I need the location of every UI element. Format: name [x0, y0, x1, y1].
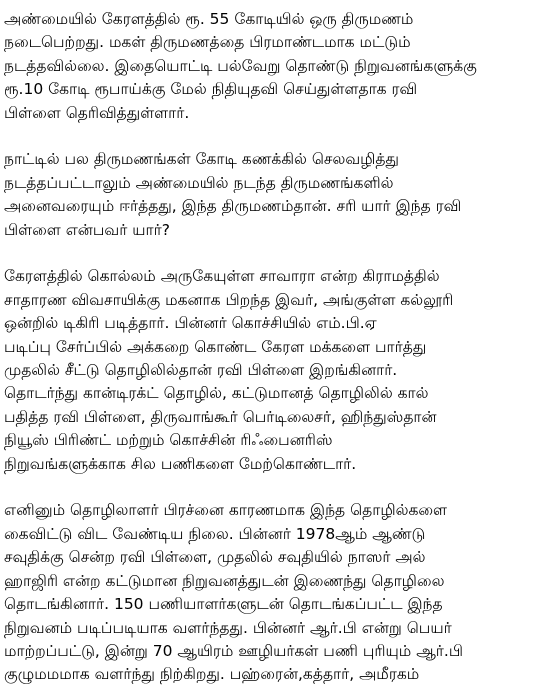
- text-line: அனைவரையும் ஈர்த்தது, இந்த திருமணம்தான். சரி யார் இந்த ரவி: [4, 197, 462, 216]
- text-line: சாதாரண விவசாயிக்கு மகனாக பிறந்த இவர், அங்குள்ள கல்லூரி: [4, 290, 454, 309]
- text-line: மாற்றப்பட்டு, இன்று 70 ஆயிரம் ஊழியர்கள் பணி புரியும் ஆர்.பி: [4, 641, 463, 660]
- text-line: நடத்தவில்லை. இதையொட்டி பல்வேறு தொண்டு நிறுவனங்களுக்கு: [4, 56, 477, 75]
- text-line: நிறுவனம் படிப்படியாக வளர்ந்தது. பின்னர் ஆர்.பி என்று பெயர்: [4, 618, 452, 637]
- text-line: நிறுவங்களுக்காக சில பணிகளை மேற்கொண்டார்.: [4, 454, 357, 473]
- text-line: பிள்ளை என்பவர் யார்?: [4, 220, 170, 239]
- article-paragraph-4: [4, 499, 537, 686]
- text-line: ரூ.10 கோடி ரூபாய்க்கு மேல் நிதியுதவி செய்துள்ளதாக ரவி: [4, 80, 418, 99]
- text-line: பதித்த ரவி பிள்ளை, திருவாங்கூர் பெர்டிலைசர், ஹிந்துஸ்தான்: [4, 407, 437, 426]
- text-line: தொடர்ந்து கான்டிரக்ட் தொழில், கட்டுமானத் தொழிலில் கால்: [4, 384, 429, 403]
- text-line: நடைபெற்றது. மகள் திருமணத்தை பிரமாண்டமாக மட்டும்: [4, 33, 411, 52]
- text-line: நியூஸ் பிரிண்ட் மற்றும் கொச்சின் ரிஃபைனரிஸ்: [4, 431, 333, 450]
- text-line: சவுதிக்கு சென்ற ரவி பிள்ளை, முதலில் சவுதியில் நாஸர் அல்: [4, 548, 426, 567]
- article-paragraph-1: [4, 8, 537, 125]
- text-line: பிள்ளை தெரிவித்துள்ளார்.: [4, 103, 190, 122]
- text-line: குழுமமமாக வளர்ந்து நிற்கிறது. பஹ்ரைன்,கத்தார், அமீரகம்: [4, 665, 420, 684]
- text-line: ஒன்றில் டிகிரி படித்தார். பின்னர் கொச்சியில் எம்.பி.ஏ: [4, 314, 377, 333]
- text-line: படிப்பு சேர்ப்பில் அக்கறை கொண்ட கேரள மக்களை பார்த்து: [4, 337, 427, 356]
- text-line: முதலில் சீட்டு தொழிலில்தான் ரவி பிள்ளை இறங்கினார்.: [4, 361, 398, 380]
- text-line: அண்மையில் கேரளத்தில் ரூ. 55 கோடியில் ஒரு திருமணம்: [4, 10, 414, 28]
- text-line: கைவிட்டு விட வேண்டிய நிலை. பின்னர் 1978ஆம் ஆண்டு: [4, 524, 426, 543]
- text-line: ஹாஜிரி என்ற கட்டுமான நிறுவனத்துடன் இணைந்து தொழிலை: [4, 571, 445, 590]
- text-line: நடத்தப்பட்டாலும் அண்மையில் நடந்த திருமணங்களில்: [4, 173, 394, 192]
- text-line: நாட்டில் பல திருமணங்கள் கோடி கணக்கில் செலவழித்து: [4, 150, 399, 169]
- text-line: கேரளத்தில் கொல்லம் அருகேயுள்ள சாவாரா என்ற கிராமத்தில்: [4, 267, 440, 286]
- article-paragraph-2: [4, 148, 537, 242]
- text-line: தொடங்கினார். 150 பணியாளர்களுடன் தொடங்கப்பட்ட இந்த: [4, 595, 443, 614]
- article-paragraph-3: [4, 265, 537, 476]
- text-line: எனினும் தொழிலாளர் பிரச்னை காரணமாக இந்த தொழில்களை: [4, 501, 448, 520]
